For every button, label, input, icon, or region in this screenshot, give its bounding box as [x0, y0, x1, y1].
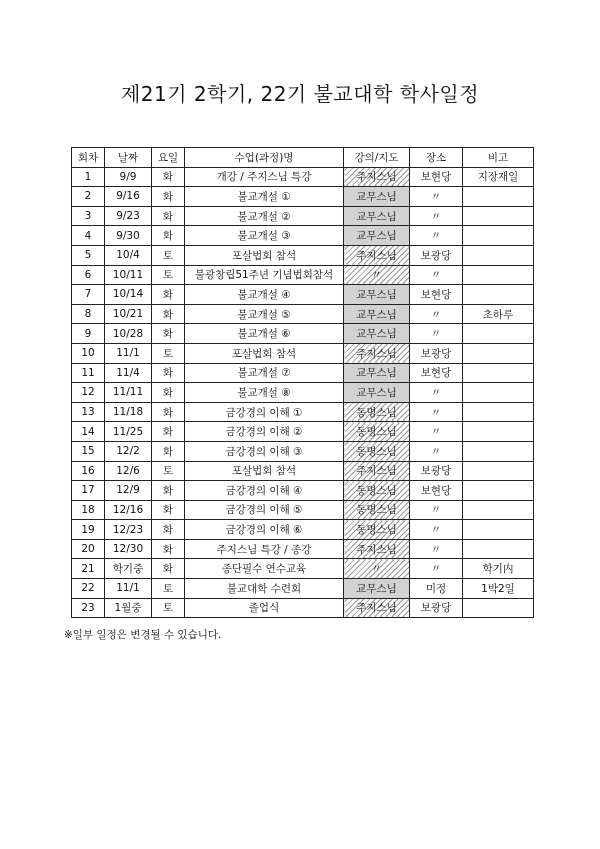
cell-course: 개강 / 주지스님 특강	[185, 167, 344, 187]
cell-date: 9/23	[105, 206, 152, 226]
table-row	[72, 187, 534, 207]
cell-lecturer: 동명스님	[344, 481, 410, 501]
cell-course: 금강경의 이해 ①	[185, 402, 344, 422]
header-no: 회차	[72, 148, 105, 168]
cell-place: 〃	[410, 402, 463, 422]
cell-day: 화	[152, 383, 185, 403]
header-day: 요일	[152, 148, 185, 168]
table-row	[72, 343, 534, 363]
cell-place: 〃	[410, 304, 463, 324]
footnote: ※일부 일정은 변경될 수 있습니다.	[64, 629, 222, 641]
table-row	[72, 579, 534, 599]
cell-place: 〃	[410, 265, 463, 285]
cell-no: 3	[72, 206, 105, 226]
cell-course: 포살법회 참석	[185, 461, 344, 481]
cell-place: 〃	[410, 206, 463, 226]
cell-day: 화	[152, 226, 185, 246]
cell-lecturer: 주지스님	[344, 598, 410, 618]
cell-no: 22	[72, 579, 105, 599]
cell-lecturer: 주지스님	[344, 245, 410, 265]
table-row	[72, 500, 534, 520]
cell-place: 〃	[410, 500, 463, 520]
cell-day: 화	[152, 167, 185, 187]
cell-note: 학기内	[463, 559, 534, 579]
cell-note	[463, 539, 534, 559]
table-row	[72, 481, 534, 501]
header-date: 날짜	[105, 148, 152, 168]
cell-date: 11/1	[105, 579, 152, 599]
cell-place: 보현당	[410, 481, 463, 501]
table-row	[72, 402, 534, 422]
cell-no: 9	[72, 324, 105, 344]
cell-no: 16	[72, 461, 105, 481]
table-row	[72, 324, 534, 344]
cell-note	[463, 598, 534, 618]
cell-note	[463, 343, 534, 363]
cell-course: 금강경의 이해 ⑥	[185, 520, 344, 540]
cell-no: 2	[72, 187, 105, 207]
cell-note	[463, 324, 534, 344]
cell-no: 12	[72, 383, 105, 403]
cell-lecturer: 동명스님	[344, 422, 410, 442]
schedule-body	[72, 167, 534, 618]
table-row	[72, 245, 534, 265]
cell-date: 학기중	[105, 559, 152, 579]
cell-course: 불교대학 수련회	[185, 579, 344, 599]
cell-day: 화	[152, 441, 185, 461]
cell-no: 6	[72, 265, 105, 285]
cell-course: 불교개설 ②	[185, 206, 344, 226]
cell-place: 〃	[410, 520, 463, 540]
cell-date: 12/16	[105, 500, 152, 520]
cell-lecturer: 교무스님	[344, 285, 410, 305]
cell-note	[463, 441, 534, 461]
table-row	[72, 539, 534, 559]
cell-course: 불광창립51주년 기념법회참석	[185, 265, 344, 285]
cell-course: 불교개설 ⑤	[185, 304, 344, 324]
cell-date: 1월중	[105, 598, 152, 618]
cell-day: 토	[152, 461, 185, 481]
cell-day: 화	[152, 422, 185, 442]
cell-day: 화	[152, 500, 185, 520]
cell-date: 11/4	[105, 363, 152, 383]
table-row	[72, 383, 534, 403]
cell-date: 9/9	[105, 167, 152, 187]
cell-place: 보현당	[410, 167, 463, 187]
cell-day: 화	[152, 285, 185, 305]
cell-place: 〃	[410, 559, 463, 579]
cell-place: 보광당	[410, 343, 463, 363]
cell-note	[463, 500, 534, 520]
cell-place: 보광당	[410, 461, 463, 481]
cell-no: 14	[72, 422, 105, 442]
cell-date: 10/4	[105, 245, 152, 265]
cell-no: 17	[72, 481, 105, 501]
cell-day: 토	[152, 598, 185, 618]
cell-no: 7	[72, 285, 105, 305]
cell-date: 11/25	[105, 422, 152, 442]
cell-place: 보광당	[410, 245, 463, 265]
cell-course: 종단필수 연수교육	[185, 559, 344, 579]
cell-lecturer: 주지스님	[344, 539, 410, 559]
cell-date: 11/18	[105, 402, 152, 422]
cell-course: 불교개설 ①	[185, 187, 344, 207]
cell-no: 18	[72, 500, 105, 520]
cell-course: 금강경의 이해 ⑤	[185, 500, 344, 520]
cell-lecturer: 〃	[344, 265, 410, 285]
cell-note	[463, 402, 534, 422]
table-row	[72, 559, 534, 579]
cell-note	[463, 461, 534, 481]
cell-note	[463, 520, 534, 540]
cell-day: 토	[152, 579, 185, 599]
cell-day: 화	[152, 187, 185, 207]
cell-course: 포살법회 참석	[185, 245, 344, 265]
schedule-table	[71, 147, 534, 618]
cell-place: 〃	[410, 324, 463, 344]
page-title: 제21기 2학기, 22기 불교대학 학사일정	[120, 82, 480, 106]
cell-date: 9/16	[105, 187, 152, 207]
cell-lecturer: 주지스님	[344, 167, 410, 187]
cell-lecturer: 동명스님	[344, 500, 410, 520]
cell-course: 포살법회 참석	[185, 343, 344, 363]
cell-day: 화	[152, 304, 185, 324]
table-header-row	[72, 148, 534, 168]
cell-day: 화	[152, 539, 185, 559]
cell-place: 〃	[410, 441, 463, 461]
cell-note: 지장재일	[463, 167, 534, 187]
cell-no: 13	[72, 402, 105, 422]
cell-day: 화	[152, 481, 185, 501]
cell-date: 12/6	[105, 461, 152, 481]
cell-no: 1	[72, 167, 105, 187]
cell-day: 화	[152, 559, 185, 579]
cell-course: 불교개설 ⑧	[185, 383, 344, 403]
cell-date: 11/1	[105, 343, 152, 363]
cell-date: 12/23	[105, 520, 152, 540]
cell-note	[463, 383, 534, 403]
header-course: 수업(과정)명	[185, 148, 344, 168]
cell-course: 금강경의 이해 ③	[185, 441, 344, 461]
cell-place: 〃	[410, 539, 463, 559]
cell-no: 15	[72, 441, 105, 461]
cell-course: 불교개설 ⑥	[185, 324, 344, 344]
cell-place: 〃	[410, 187, 463, 207]
cell-day: 토	[152, 265, 185, 285]
header-place: 장소	[410, 148, 463, 168]
cell-no: 11	[72, 363, 105, 383]
cell-date: 10/11	[105, 265, 152, 285]
table-row	[72, 265, 534, 285]
cell-place: 〃	[410, 422, 463, 442]
table-row	[72, 422, 534, 442]
table-row	[72, 226, 534, 246]
table-row	[72, 285, 534, 305]
cell-note	[463, 245, 534, 265]
cell-date: 12/30	[105, 539, 152, 559]
cell-course: 불교개설 ③	[185, 226, 344, 246]
cell-date: 10/21	[105, 304, 152, 324]
cell-day: 화	[152, 402, 185, 422]
cell-place: 보광당	[410, 598, 463, 618]
cell-course: 불교개설 ⑦	[185, 363, 344, 383]
cell-note	[463, 265, 534, 285]
cell-place: 보현당	[410, 285, 463, 305]
cell-lecturer: 교무스님	[344, 579, 410, 599]
cell-course: 졸업식	[185, 598, 344, 618]
table-row	[72, 206, 534, 226]
cell-date: 10/14	[105, 285, 152, 305]
table-row	[72, 363, 534, 383]
cell-lecturer: 주지스님	[344, 343, 410, 363]
cell-day: 화	[152, 363, 185, 383]
cell-no: 5	[72, 245, 105, 265]
cell-course: 금강경의 이해 ②	[185, 422, 344, 442]
cell-place: 보현당	[410, 363, 463, 383]
cell-no: 20	[72, 539, 105, 559]
cell-place: 미정	[410, 579, 463, 599]
cell-day: 화	[152, 206, 185, 226]
cell-lecturer: 동명스님	[344, 402, 410, 422]
header-lecturer: 강의/지도	[344, 148, 410, 168]
cell-lecturer: 교무스님	[344, 363, 410, 383]
cell-lecturer: 교무스님	[344, 324, 410, 344]
cell-note: 초하루	[463, 304, 534, 324]
cell-date: 9/30	[105, 226, 152, 246]
table-row	[72, 167, 534, 187]
cell-course: 금강경의 이해 ④	[185, 481, 344, 501]
table-row	[72, 304, 534, 324]
cell-no: 19	[72, 520, 105, 540]
cell-place: 〃	[410, 383, 463, 403]
cell-lecturer: 교무스님	[344, 383, 410, 403]
cell-no: 8	[72, 304, 105, 324]
cell-lecturer: 교무스님	[344, 206, 410, 226]
cell-note	[463, 422, 534, 442]
cell-note	[463, 481, 534, 501]
cell-lecturer: 동명스님	[344, 441, 410, 461]
cell-note: 1박2일	[463, 579, 534, 599]
cell-note	[463, 285, 534, 305]
cell-lecturer: 동명스님	[344, 520, 410, 540]
cell-no: 10	[72, 343, 105, 363]
cell-lecturer: 주지스님	[344, 461, 410, 481]
cell-lecturer: 〃	[344, 559, 410, 579]
cell-day: 화	[152, 324, 185, 344]
cell-place: 〃	[410, 226, 463, 246]
cell-course: 불교개설 ④	[185, 285, 344, 305]
cell-lecturer: 교무스님	[344, 226, 410, 246]
table-row	[72, 461, 534, 481]
table-row	[72, 598, 534, 618]
cell-no: 23	[72, 598, 105, 618]
cell-course: 주지스님 특강 / 종강	[185, 539, 344, 559]
cell-note	[463, 187, 534, 207]
table-row	[72, 441, 534, 461]
cell-note	[463, 226, 534, 246]
cell-lecturer: 교무스님	[344, 304, 410, 324]
cell-no: 4	[72, 226, 105, 246]
cell-date: 11/11	[105, 383, 152, 403]
cell-day: 토	[152, 245, 185, 265]
cell-no: 21	[72, 559, 105, 579]
cell-date: 12/2	[105, 441, 152, 461]
table-row	[72, 520, 534, 540]
cell-day: 화	[152, 520, 185, 540]
header-note: 비고	[463, 148, 534, 168]
cell-lecturer: 교무스님	[344, 187, 410, 207]
cell-date: 12/9	[105, 481, 152, 501]
cell-note	[463, 206, 534, 226]
cell-day: 토	[152, 343, 185, 363]
cell-note	[463, 363, 534, 383]
cell-date: 10/28	[105, 324, 152, 344]
